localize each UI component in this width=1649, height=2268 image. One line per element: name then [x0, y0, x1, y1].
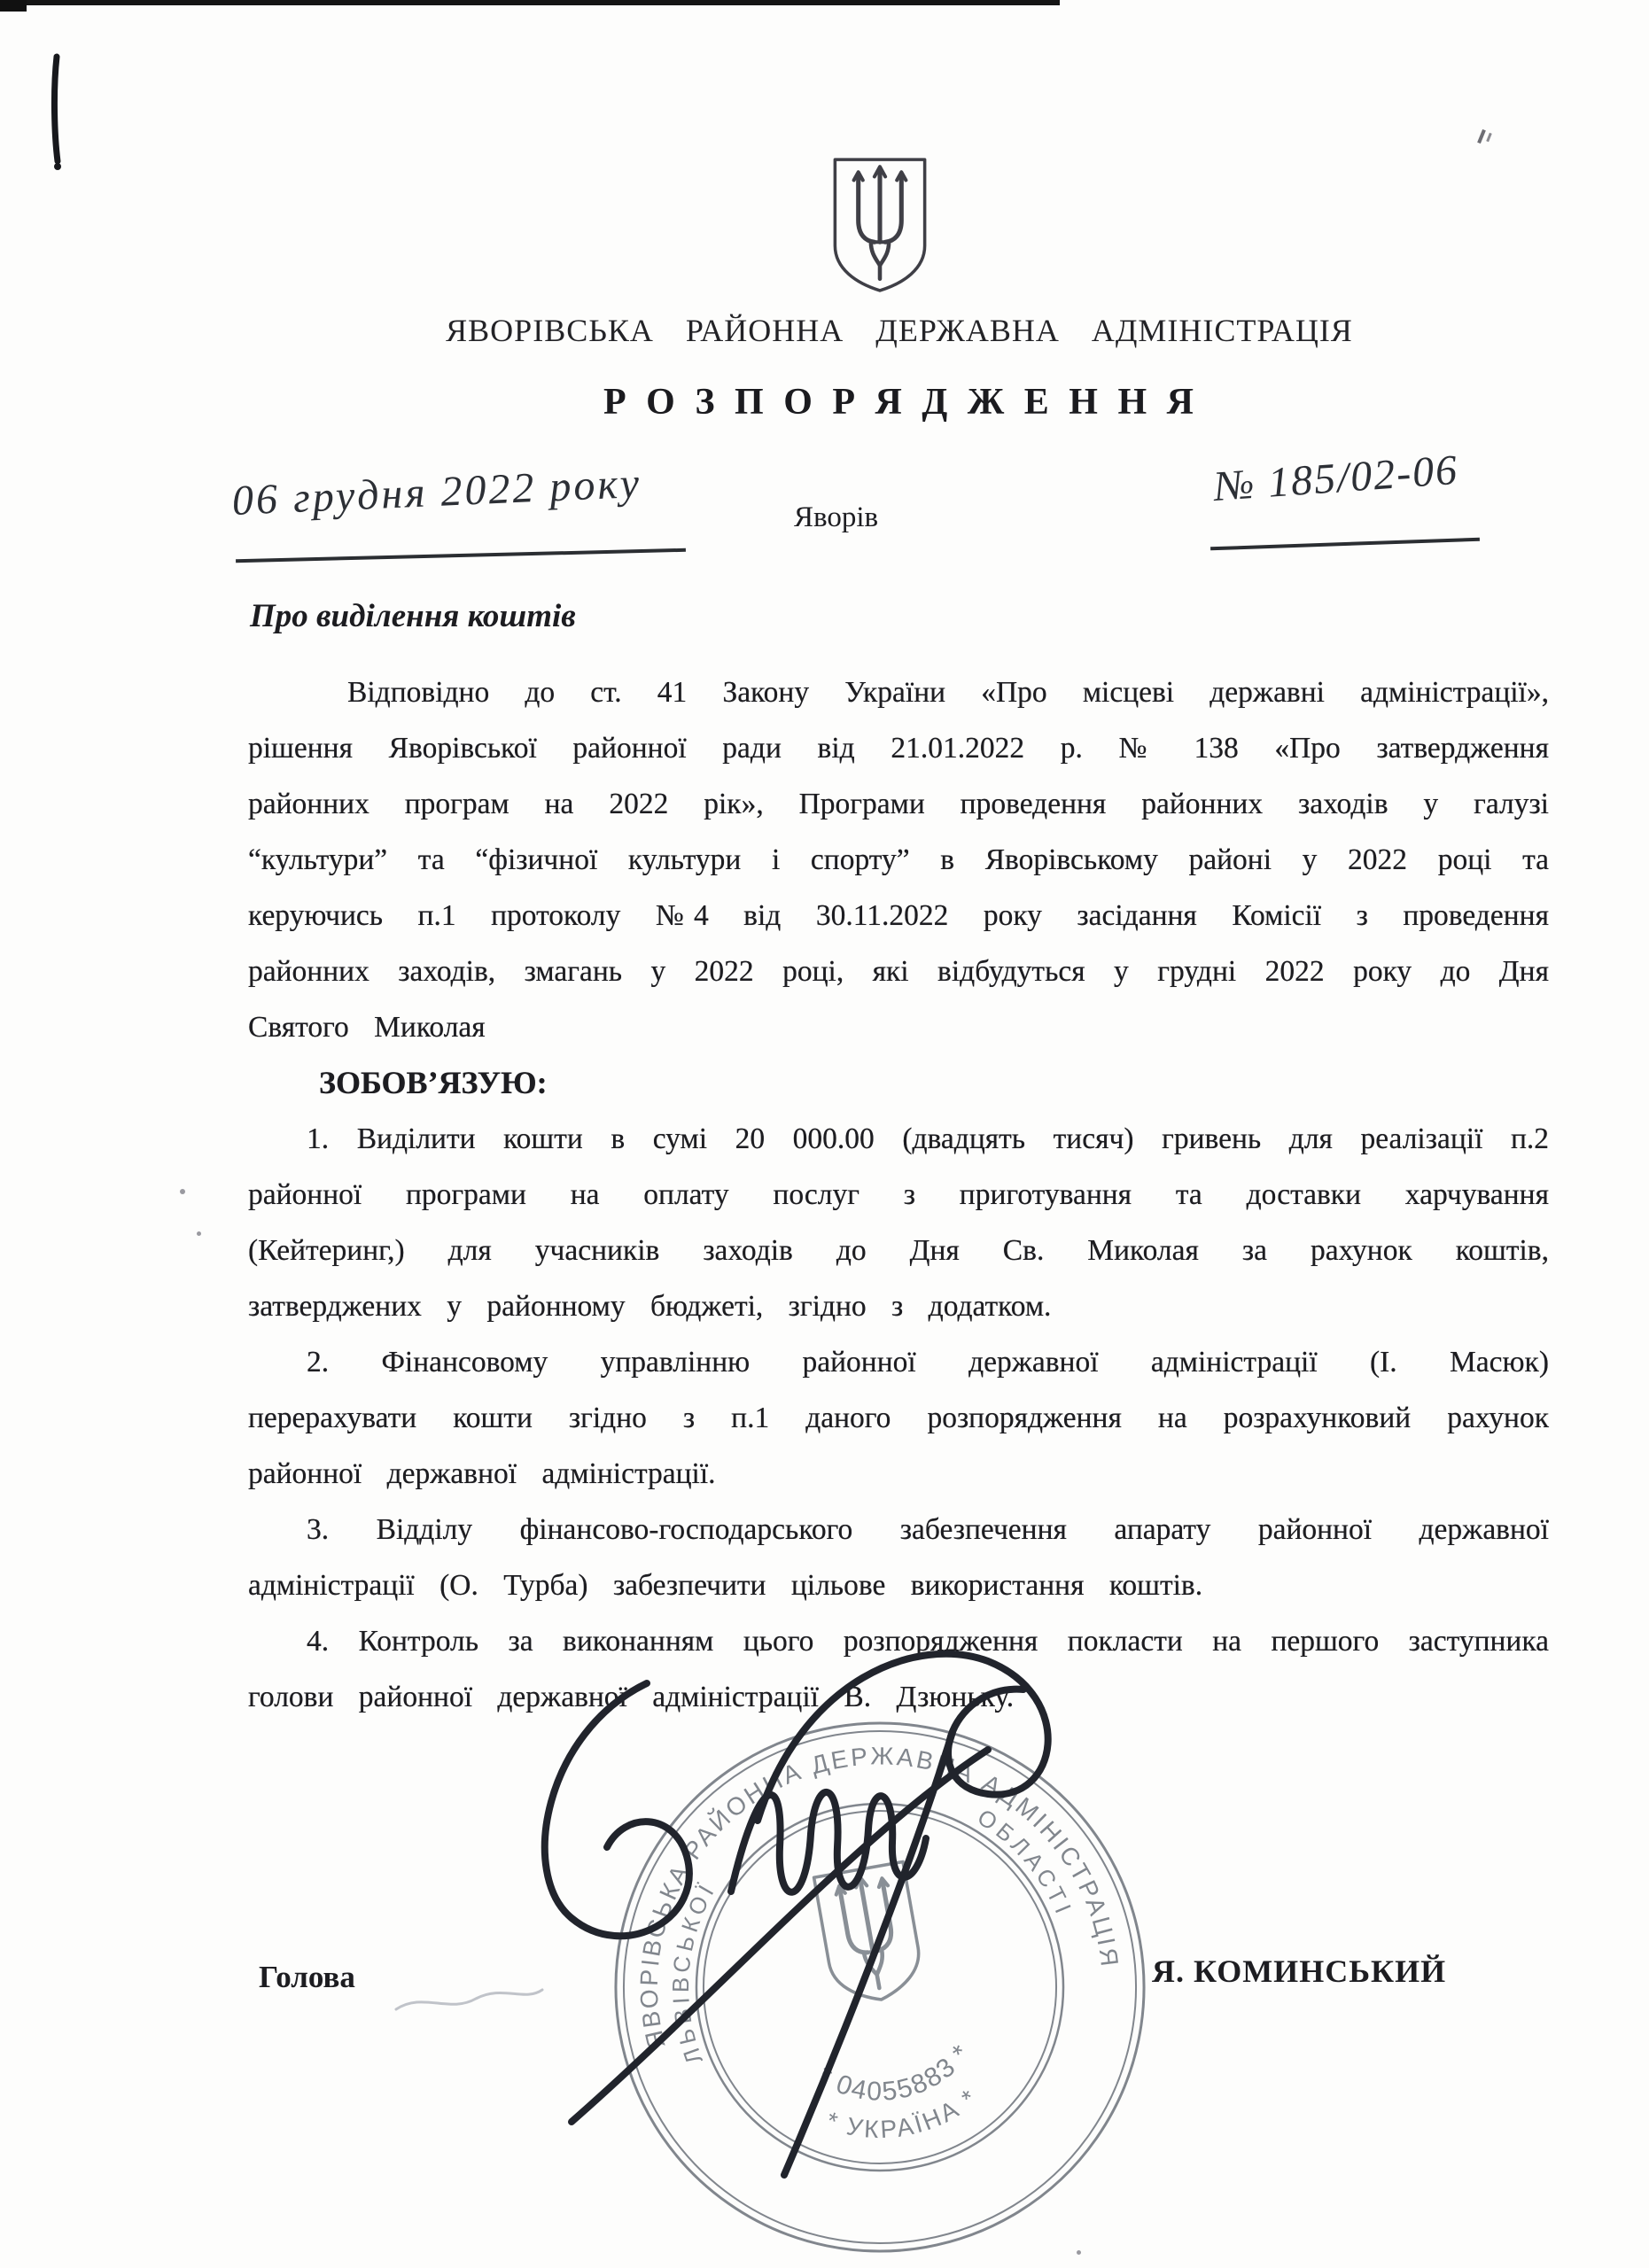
document-type-title: Р О З П О Р Я Д Ж Е Н Н Я	[603, 382, 1195, 423]
stamp-ring-textpath: ЯВОРІВСЬКА РАЙОННА ДЕРЖАВНА АДМІНІСТРАЦІЯ	[634, 1742, 1124, 2052]
stamp-region-textpath-1: ЛЬВІВСЬКОЇ	[666, 1876, 721, 2068]
scan-speck	[1486, 133, 1492, 142]
scan-corner-artifact	[0, 0, 27, 12]
scan-speck	[1477, 129, 1486, 144]
order-item-3: 3. Відділу фінансово-господарського забезпечення апарату районної державної адміністрації (О. Турба) забезпечити цільове використання коштів.	[248, 1513, 1549, 1602]
scan-speck	[180, 1189, 185, 1194]
signatory-name: Я. КОМИНСЬКИЙ	[1152, 1953, 1447, 1989]
order-item-4: 4. Контроль за виконанням цього розпорядження покласти на першого заступника голови районної державної адміністрації В. Дзюньку.	[248, 1625, 1549, 1713]
preamble-paragraph: Відповідно до ст. 41 Закону України «Про місцеві державні адміністрації», рішення Яворівської районної ради від 21.01.2022 р. № 138 «Про затвердження районних програм на 2022 рік», Програми проведення районних заходів у галузі “культури” та “фізичної культури і спорту” в Яворівському районі у 2022 році та керуючись п.1 протоколу №4 від 30.11.2022 року засідання Комісії з проведення районних заходів, змагань у 2022 році, які відбудуться у грудні 2022 року до Дня Святого Миколая	[248, 676, 1549, 1044]
number-underline	[1210, 538, 1480, 551]
scan-speck	[1077, 2250, 1081, 2255]
handwritten-number: № 185/02-06	[1212, 446, 1460, 510]
stamp-region-textpath-2: ОБЛАСТІ	[972, 1803, 1078, 1922]
order-item-1: 1. Виділити кошти в сумі 20 000.00 (двадцять тисяч) гривень для реалізації п.2 районної програми на оплату послуг з приготування та доставки харчування (Кейтеринг,) для учасників заходів до Дня Св. Миколая за рахунок коштів, затверджених у районному бюджеті, згідно з додатком.	[248, 1122, 1549, 1323]
scan-speck	[197, 1231, 201, 1236]
stamp-country-textpath: * УКРАЇНА *	[822, 2082, 984, 2144]
place-name: Яворів	[794, 501, 879, 533]
handwritten-signature	[492, 1626, 1112, 2193]
organization-name: ЯВОРІВСЬКА РАЙОННА ДЕРЖАВНА АДМІНІСТРАЦІЯ	[446, 313, 1353, 348]
order-item-2: 2. Фінансовому управлінню районної державної адміністрації (І. Масюк) перерахувати кошти згідно з п.1 даного розпорядження на розрахунковий рахунок районної державної адміністрації.	[248, 1346, 1549, 1490]
signatory-title: Голова	[259, 1960, 355, 1994]
resolve-heading: ЗОБОВ’ЯЗУЮ:	[319, 1065, 548, 1100]
handwritten-date: 06 грудня 2022 року	[230, 459, 643, 524]
scan-edge-artifact	[0, 0, 1060, 5]
stamp-code-textpath: * 04055883 *	[813, 2039, 977, 2107]
ukraine-trident-emblem	[826, 152, 934, 296]
date-underline	[236, 548, 686, 563]
subject-line: Про виділення коштів	[250, 598, 576, 634]
pen-stroke-mark	[46, 53, 73, 177]
document-body	[248, 664, 1549, 1725]
